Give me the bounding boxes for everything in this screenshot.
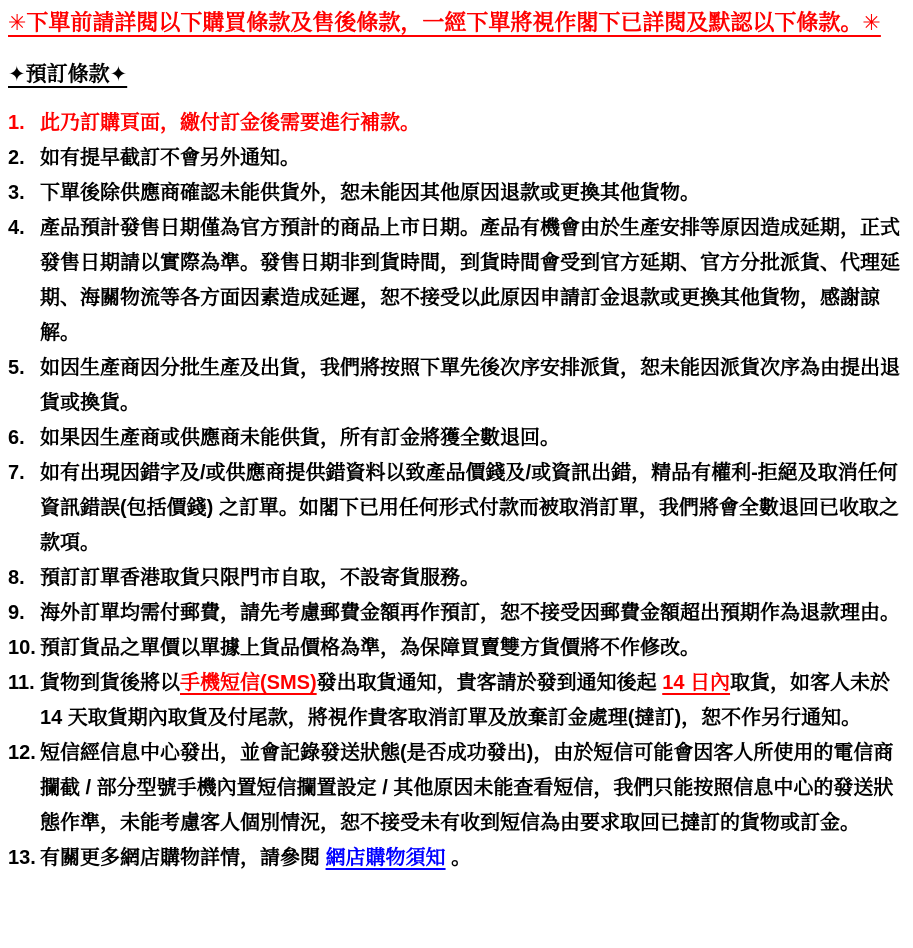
term-text	[40, 106, 905, 141]
term-segment: 預訂貨品之單價以單據上貨品價格為準，為保障買賣雙方貨價將不作修改。	[40, 637, 700, 659]
term-text	[40, 141, 905, 176]
term-item-5	[8, 351, 905, 421]
term-text	[40, 561, 905, 596]
term-number: 1.	[8, 112, 25, 134]
store-shopping-guide-link[interactable]: 網店購物須知	[325, 847, 446, 869]
term-number: 6.	[8, 427, 25, 449]
term-segment: 如有出現因錯字及/或供應商提供錯資料以致產品價錢及/或資訊出錯，精品有權利-拒絕及取消任何資訊錯誤(包括價錢) 之訂單。如閣下已用任何形式付款而被取消訂單，我們將會全數退回已收取之款項。	[40, 462, 899, 554]
term-item-12	[8, 736, 905, 841]
term-number: 7.	[8, 462, 25, 484]
pre-order-notice-banner: ✳下單前請詳閱以下購買條款及售後條款，一經下單將視作閣下已詳閱及默認以下條款。✳	[8, 10, 881, 35]
term-item-6	[8, 421, 905, 456]
term-segment: 產品預計發售日期僅為官方預計的商品上市日期。產品有機會由於生產安排等原因造成延期，正式發售日期請以實際為準。發售日期非到貨時間，到貨時間會受到官方延期、官方分批派貨、代理延期、海關物流等各方面因素造成延遲，恕不接受以此原因申請訂金退款或更換其他貨物，感謝諒解。	[40, 217, 900, 344]
term-number: 11.	[8, 672, 35, 694]
term-text	[40, 596, 905, 631]
term-segment: 如果因生產商或供應商未能供貨，所有訂金將獲全數退回。	[40, 427, 560, 449]
term-item-1	[8, 106, 905, 141]
terms-list	[8, 106, 905, 876]
term-item-3	[8, 176, 905, 211]
term-item-9	[8, 596, 905, 631]
term-item-7	[8, 456, 905, 561]
term-number: 13.	[8, 847, 36, 869]
term-text	[40, 456, 905, 561]
term-item-2	[8, 141, 905, 176]
term-text	[40, 176, 905, 211]
term-text	[40, 351, 905, 421]
term-item-11	[8, 666, 905, 736]
term-number: 8.	[8, 567, 25, 589]
term-text	[40, 666, 905, 736]
term-item-4	[8, 211, 905, 351]
term-number: 5.	[8, 357, 25, 379]
term-text	[40, 736, 905, 841]
term-number: 4.	[8, 217, 25, 239]
term-text	[40, 211, 905, 351]
term-segment: 短信經信息中心發出，並會記錄發送狀態(是否成功發出)，由於短信可能會因客人所使用的電信商攔截 / 部分型號手機內置短信攔置設定 / 其他原因未能查看短信，我們只能按照信息中心的發送狀態作準，未能考慮客人個別情況，恕不接受未有收到短信為由要求取回已撻訂的貨物或訂金。	[40, 742, 894, 834]
term-segment: 如有提早截訂不會另外通知。	[40, 147, 300, 169]
term-segment: 發出取貨通知，貴客請於發到通知後起	[316, 672, 663, 694]
term-segment-red: 此乃訂購頁面，繳付訂金後需要進行補款。	[40, 112, 420, 134]
term-number: 3.	[8, 182, 25, 204]
term-number: 2.	[8, 147, 25, 169]
term-segment: 海外訂單均需付郵費，請先考慮郵費金額再作預訂，恕不接受因郵費金額超出預期作為退款理由。	[40, 602, 900, 624]
term-segment: 。	[445, 847, 472, 869]
term-segment-red-underline: 手機短信(SMS)	[180, 672, 317, 694]
term-number: 9.	[8, 602, 25, 624]
term-item-13	[8, 841, 905, 876]
term-segment: 預訂訂單香港取貨只限門市自取，不設寄貨服務。	[40, 567, 480, 589]
term-segment: 有關更多網店購物詳情，請參閱	[40, 847, 326, 869]
term-item-10	[8, 631, 905, 666]
section-title-preorder-terms: ✦預訂條款✦	[8, 63, 128, 86]
term-segment: 如因生產商因分批生產及出貨，我們將按照下單先後次序安排派貨，恕未能因派貨次序為由提出退貨或換貨。	[40, 357, 900, 414]
term-item-8	[8, 561, 905, 596]
term-number: 10.	[8, 637, 36, 659]
term-number: 12.	[8, 742, 36, 764]
term-segment: 取貨，如客人未於 14 天取貨期內取貨及付尾款，將視作貴客取消訂單及放棄訂金處理(撻訂)，恕不作另行通知。	[40, 672, 891, 729]
term-segment: 貨物到貨後將以	[40, 672, 180, 694]
term-segment-red-underline: 14 日內	[662, 672, 731, 694]
term-text	[40, 841, 905, 876]
term-segment: 下單後除供應商確認未能供貨外，恕未能因其他原因退款或更換其他貨物。	[40, 182, 700, 204]
preorder-terms-page	[8, 8, 905, 876]
term-text	[40, 631, 905, 666]
term-text	[40, 421, 905, 456]
